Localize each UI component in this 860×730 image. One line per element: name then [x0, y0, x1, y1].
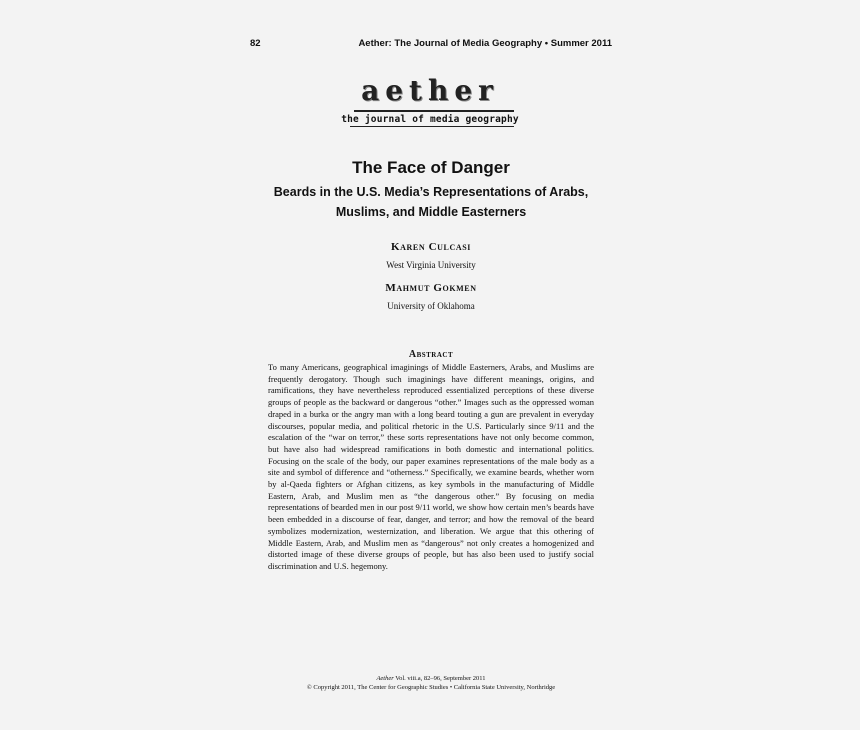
abstract-text: To many Americans, geographical imaginings of Middle Easterners, Arabs, and Muslims are frequently derogatory. Though such imaginings have different meanings, origins, and ramifications, they have nevertheless reproduced essentialized perceptions of these diverse groups of people as the backward or dangerous “other.” Images such as the oppressed woman draped in a burka or the angry man with a long beard touting a gun are prevalent in everyday discourses, popular media, and political rhetoric in the U.S. Particularly since 9/11 and the escalation of the “war on terror,” these sorts representations have not only become common, but have also had widespread ramifications in both domestic and international politics. Focusing on the scale of the body, our paper examines representations of the male body as a site and symbol of difference and “otherness.” Specifically, we examine beards, whether worn by al-Qaeda fighters or Afghan citizens, as key symbols in the manufacturing of Middle Eastern, Arab, and Muslim men as “the dangerous other.” By focusing on media representations of bearded men in our post 9/11 world, we show how certain men’s beards have been embedded in a discourse of fear, danger, and terror; and how the removal of the beard symbolizes modernization, westernization, and liberation. We argue that this othering of Middle Eastern, Arab, and Muslim men as “dangerous” not only creates a homogenized and distorted image of these diverse groups of people, but has also been used to justify social discrimination and U.S. hegemony.: [268, 362, 594, 571]
footer-journal-name: Aether: [376, 675, 394, 682]
citation-line: [250, 675, 612, 682]
article-subtitle: Beards in the U.S. Media’s Representations of Arabs, Muslims, and Middle Easterners: [273, 185, 589, 219]
logo-underline: [350, 126, 514, 127]
logo-tagline: the journal of media geography: [341, 114, 519, 125]
footer-citation: Vol. viii.a, 82–96, September 2011: [393, 675, 486, 682]
author-affiliation: University of Oklahoma: [387, 301, 475, 311]
page-number: 82: [250, 38, 261, 49]
logo-rule: [354, 110, 514, 112]
logo-wordmark: aether: [361, 74, 499, 107]
article-title: The Face of Danger: [352, 158, 510, 177]
author-affiliation: West Virginia University: [386, 260, 476, 270]
journal-running-title: Aether: The Journal of Media Geography • Summer 2011: [358, 38, 612, 49]
aether-logo: [340, 74, 520, 127]
author-name: Mahmut Gokmen: [385, 282, 477, 294]
author-name: Karen Culcasi: [391, 241, 471, 253]
abstract-heading: Abstract: [408, 349, 454, 360]
copyright-line: © Copyright 2011, The Center for Geographic Studies • California State University, Northridge: [306, 684, 556, 691]
